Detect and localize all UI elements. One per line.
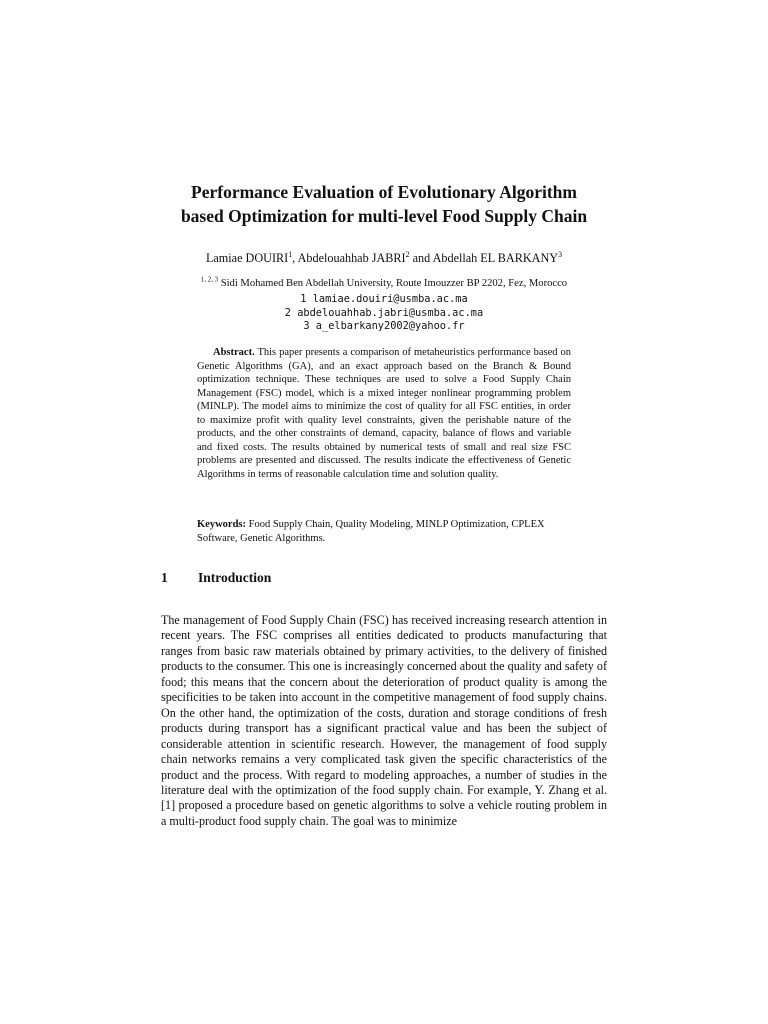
author-affiliation-mark: 2 xyxy=(405,249,410,259)
email-line: 3 a_elbarkany2002@yahoo.fr xyxy=(303,320,465,333)
keywords-label: Keywords: xyxy=(197,519,246,530)
keywords xyxy=(197,518,571,545)
author-list xyxy=(150,250,618,266)
affiliation-marks: 1, 2, 3 xyxy=(200,276,219,284)
affiliation xyxy=(150,277,618,291)
keywords-text: Food Supply Chain, Quality Modeling, MINLP Optimization, CPLEX Software, Genetic Algorithms. xyxy=(197,519,545,544)
author-affiliation-mark: 1 xyxy=(288,249,293,259)
intro-paragraph: The management of Food Supply Chain (FSC) has received increasing research attention in recent years. The FSC comprises all entities dedicated to products manufacturing that ranges from basic raw materials obtained by primary activities, to the delivery of finished products to the consumer. This one is increasingly concerned about the quality and safety of food; this means that the concern about the deterioration of product quality is among the specificities to be taken into account in the competitive management of food supply chains. On the other hand, the optimization of the costs, duration and storage conditions of fresh products during transport has a significant practical value and has been the subject of considerable attention in scientific research. However, the management of food supply chain networks remains a very complicated task given the specific characteristics of the product and the process. With regard to modeling approaches, a number of studies in the literature deal with the optimization of the food supply chain. For example, Y. Zhang et al. [1] proposed a procedure based on genetic algorithms to solve a vehicle routing problem in a multi-product food supply chain. The goal was to minimize xyxy=(161,613,607,828)
section-number: 1 xyxy=(161,570,168,585)
section-title: Introduction xyxy=(198,570,272,585)
section-heading xyxy=(161,569,271,587)
title-line-2: based Optimization for multi-level Food Supply Chain xyxy=(180,206,588,226)
author-separator: , xyxy=(292,251,298,265)
title-line-1: Performance Evaluation of Evolutionary Algorithm xyxy=(191,182,577,202)
email-list xyxy=(150,293,618,334)
author-name: Abdelouahhab JABRI xyxy=(297,251,406,265)
email-line: 2 abdelouahhab.jabri@usmba.ac.ma xyxy=(284,306,484,319)
affiliation-text: Sidi Mohamed Ben Abdellah University, Route Imouzzer BP 2202, Fez, Morocco xyxy=(218,278,568,289)
author-affiliation-mark: 3 xyxy=(558,249,563,259)
author-name: Abdellah EL BARKANY xyxy=(432,251,559,265)
abstract-text: This paper presents a comparison of metaheuristics performance based on Genetic Algorithms (GA), and an exact approach based on the Branch & Bound optimization technique. These techniques are used to solve a Food Supply Chain Management (FSC) model, which is a mixed integer nonlinear programming problem (MINLP). The model aims to minimize the cost of quality for all FSC entities, in order to maximize profit with quality level constraints, given the perishable nature of the products, and the other constraints of demand, capacity, balance of flows and variable and fixed costs. The results obtained by numerical tests of small and real size FSC problems are presented and discussed. The results indicate the effectiveness of Genetic Algorithms in terms of reasonable calculation time and solution quality. xyxy=(197,347,571,480)
abstract-label: Abstract. xyxy=(213,347,255,358)
author-separator: and xyxy=(409,251,433,265)
author-name: Lamiae DOUIRI xyxy=(205,251,289,265)
abstract xyxy=(197,346,571,481)
paper-title xyxy=(150,180,618,228)
email-line: 1 lamiae.douiri@usmba.ac.ma xyxy=(300,293,468,305)
